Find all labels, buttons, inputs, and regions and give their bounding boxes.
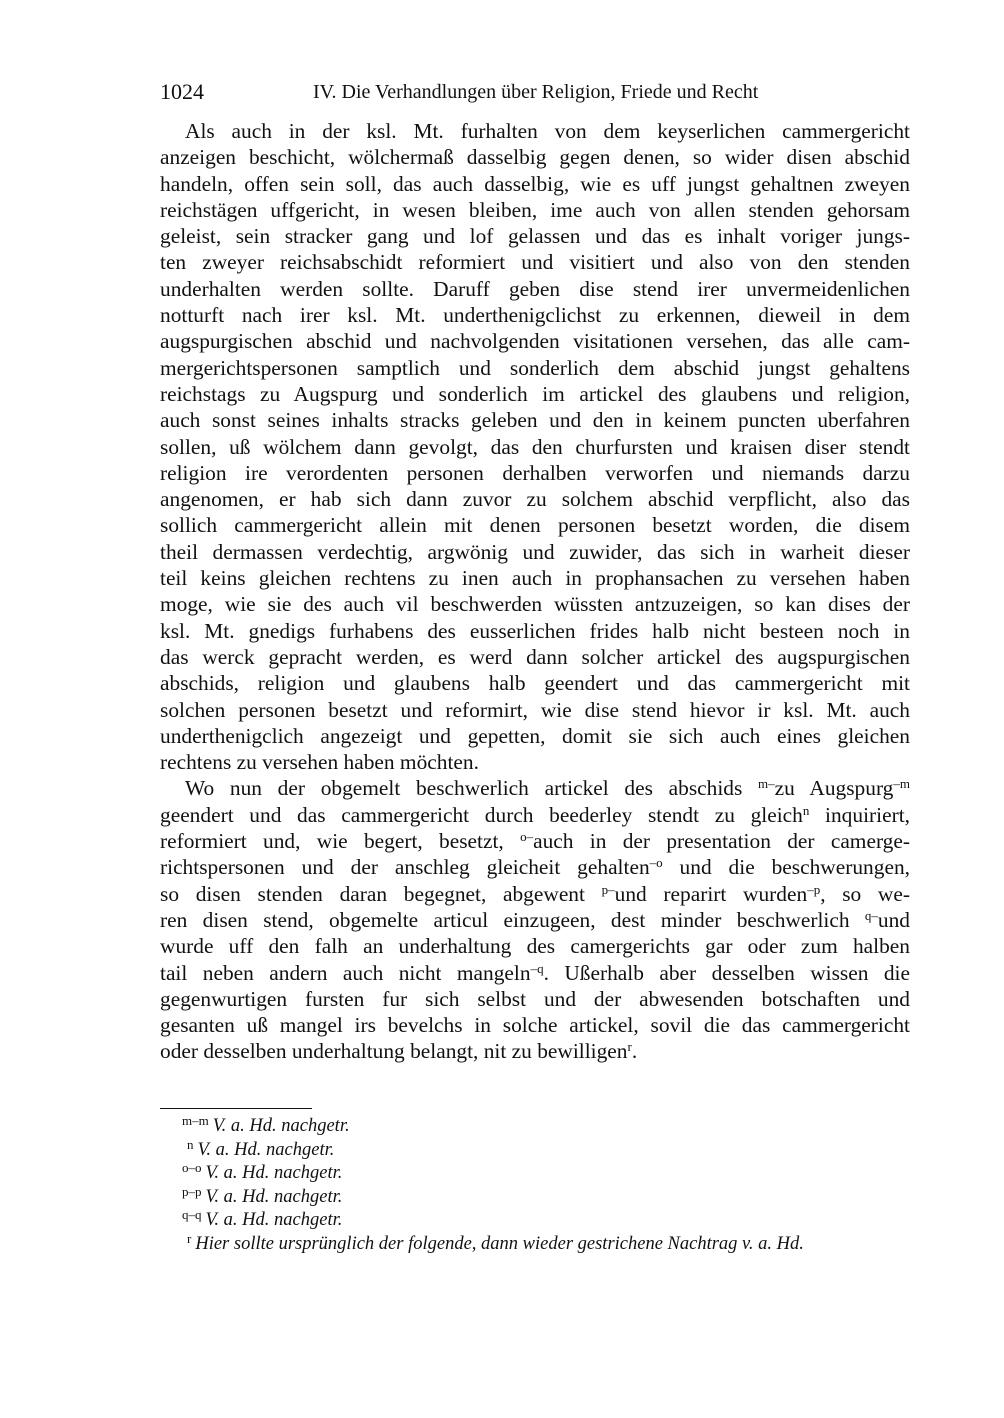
footnote-n	[160, 1136, 910, 1163]
variant-mark-o-open: o–	[520, 829, 534, 845]
text-segment: und reparirt wurden	[614, 881, 808, 906]
footnotes	[160, 1108, 910, 1256]
text-line: solchen personen besetzt und reformirt, wie dise stend hievor ir ksl. Mt. auch	[160, 697, 910, 722]
text-line	[160, 802, 910, 828]
text-line: geleist, sein stracker gang und lof gelassen und das es inhalt voriger jungs-	[160, 224, 910, 249]
text-line: mergerichtspersonen samptlich und sonderlich dem abschid jungst gehaltens	[160, 355, 910, 380]
text-line: sollich cammergericht allein mit denen personen besetzt worden, die disem	[160, 513, 910, 538]
variant-mark-m-close: –m	[893, 776, 911, 792]
variant-mark-m-open: m–	[758, 776, 775, 792]
footnote-r	[160, 1230, 910, 1257]
footnote-text: Hier sollte ursprünglich der folgende, dann wieder gestrichene Nachtrag v. a. Hd.	[195, 1233, 804, 1254]
footnote-p	[160, 1183, 910, 1210]
text-line: abschids, religion und glaubens halb geendert und das cammergericht mit	[160, 671, 910, 696]
text-segment: .	[631, 1039, 638, 1064]
text-segment: ren disen stend, obgemelte articul einzugeen, dest minder beschwerlich	[160, 907, 865, 932]
text-segment: . Ußerhalb aber desselben wissen die	[543, 960, 910, 985]
footnote-o	[160, 1162, 910, 1186]
text-line	[160, 828, 910, 854]
text-line: theil dermassen verdechtig, argwönig und zuwider, das sich in warheit dieser	[160, 539, 910, 564]
text-segment: und die beschwerungen,	[662, 855, 910, 880]
text-line: augspurgischen abschid und nachvolgenden visitationen versehen, das alle cam-	[160, 329, 910, 354]
text-line: notturft nach irer ksl. Mt. underthenigclichst zu erkennen, dieweil in dem	[160, 303, 910, 328]
body-text	[160, 118, 910, 1065]
page-number: 1024	[160, 79, 204, 104]
footnote-mark: o–o	[182, 1160, 202, 1175]
footnote-mark: q–q	[182, 1207, 202, 1222]
variant-mark-p-close: –p	[807, 881, 821, 897]
text-line: gesanten uß mangel irs bevelchs in solche artickel, sovil die das cammergericht	[160, 1013, 910, 1038]
variant-mark-q-open: q–	[864, 907, 878, 923]
text-line: reichstags zu Augspurg und sonderlich im artickel des glaubens und religion,	[160, 381, 910, 406]
footnote-mark: r	[187, 1230, 192, 1246]
footnote-text: V. a. Hd. nachgetr.	[197, 1139, 335, 1160]
footnote-mark: p–p	[182, 1183, 202, 1199]
footnote-text: V. a. Hd. nachgetr.	[205, 1210, 343, 1230]
text-segment: Wo nun der obgemelt beschwerlich artickel des abschids	[185, 776, 759, 801]
variant-mark-r: r	[627, 1039, 632, 1055]
text-segment: so disen stenden daran begegnet, abgewent	[160, 881, 602, 906]
text-segment: tail neben andern auch nicht mangeln	[160, 960, 531, 985]
text-line	[160, 881, 910, 907]
text-line: reichstägen uffgericht, in wesen bleiben, ime auch von allen stenden gehorsam	[160, 197, 910, 222]
text-segment: geendert und das cammergericht durch beederley stendt zu gleich	[160, 802, 803, 827]
text-segment: reformiert und, wie begert, besetzt,	[160, 829, 521, 854]
footnote-text: V. a. Hd. nachgetr.	[212, 1116, 350, 1136]
text-segment: oder desselben underhaltung belangt, nit zu bewilligen	[160, 1039, 628, 1064]
text-line: rechtens zu versehen haben möchten.	[160, 750, 479, 775]
text-line	[160, 854, 910, 880]
text-line: underhalten werden sollte. Daruff geben dise stend irer unvermeidenlichen	[160, 276, 910, 301]
text-line: anzeigen beschicht, wölchermaß dasselbig gegen denen, so wider disen abschid	[160, 145, 910, 170]
footnote-m	[160, 1115, 910, 1139]
text-line: wurde uff den falh an underhaltung des camergerichts gar oder zum halben	[160, 934, 910, 959]
text-line: underthenigclich angezeigt und gepetten, domit sie sich auch eines gleichen	[160, 723, 910, 748]
variant-mark-n: n	[802, 802, 810, 818]
footnote-mark: m–m	[182, 1113, 209, 1128]
variant-mark-p-open: p–	[601, 881, 615, 897]
variant-mark-o-close: –o	[649, 855, 663, 871]
footnote-text: V. a. Hd. nachgetr.	[205, 1186, 343, 1207]
text-line: Als auch in der ksl. Mt. furhalten von dem keyserlichen cammergericht	[185, 119, 910, 143]
page	[160, 76, 910, 1065]
text-segment: , so we-	[820, 881, 910, 906]
text-line: religion ire verordenten personen derhalben verworfen und niemands darzu	[160, 460, 910, 485]
text-line: auch sonst seines inhalts stracks geleben und den in keinem puncten uberfahren	[160, 408, 910, 433]
paragraph-2	[160, 775, 910, 1064]
text-segment: auch in der presentation der camerge-	[533, 829, 910, 854]
text-line: handeln, offen sein soll, das auch dasselbig, wie es uff jungst gehaltnen zweyen	[160, 171, 910, 196]
text-line: gegenwurtigen fursten fur sich selbst und der abwesenden botschaften und	[160, 986, 910, 1011]
text-segment: richtspersonen und der anschleg gleicheit gehalten	[160, 855, 650, 880]
text-line: ksl. Mt. gnedigs furhabens des eusserlichen frides halb nicht besteen noch in	[160, 618, 910, 643]
text-line	[160, 775, 910, 801]
text-segment: und	[877, 907, 910, 932]
text-line: teil keins gleichen rechtens zu inen auch in prophansachen zu versehen haben	[160, 566, 910, 591]
footnote-q	[160, 1209, 910, 1233]
running-head	[160, 76, 910, 108]
text-line	[160, 960, 910, 986]
paragraph-1	[160, 118, 910, 775]
footnote-text: V. a. Hd. nachgetr.	[205, 1163, 343, 1183]
text-line	[160, 907, 910, 933]
footnote-rule	[160, 1108, 312, 1109]
text-line: ten zweyer reichsabschidt reformiert und visitiert und also von den stenden	[160, 250, 910, 275]
text-line	[160, 1038, 910, 1064]
text-line: moge, wie sie des auch vil beschwerden wüssten antzuzeigen, so kan dises der	[160, 592, 910, 617]
text-segment: zu Augspurg	[774, 776, 894, 801]
footnote-mark: n	[187, 1136, 194, 1152]
text-line: sollen, uß wölchem dann gevolgt, das den churfursten und kraisen diser stendt	[160, 434, 910, 459]
variant-mark-q-close: –q	[530, 960, 544, 976]
text-line: das werck gepracht werden, es werd dann solcher artickel des augspurgischen	[160, 644, 910, 669]
text-segment: inquiriert,	[809, 802, 910, 827]
running-title: IV. Die Verhandlungen über Religion, Friede und Recht	[313, 81, 759, 103]
text-line: angenomen, er hab sich dann zuvor zu solchem abschid verpflicht, also das	[160, 487, 910, 512]
